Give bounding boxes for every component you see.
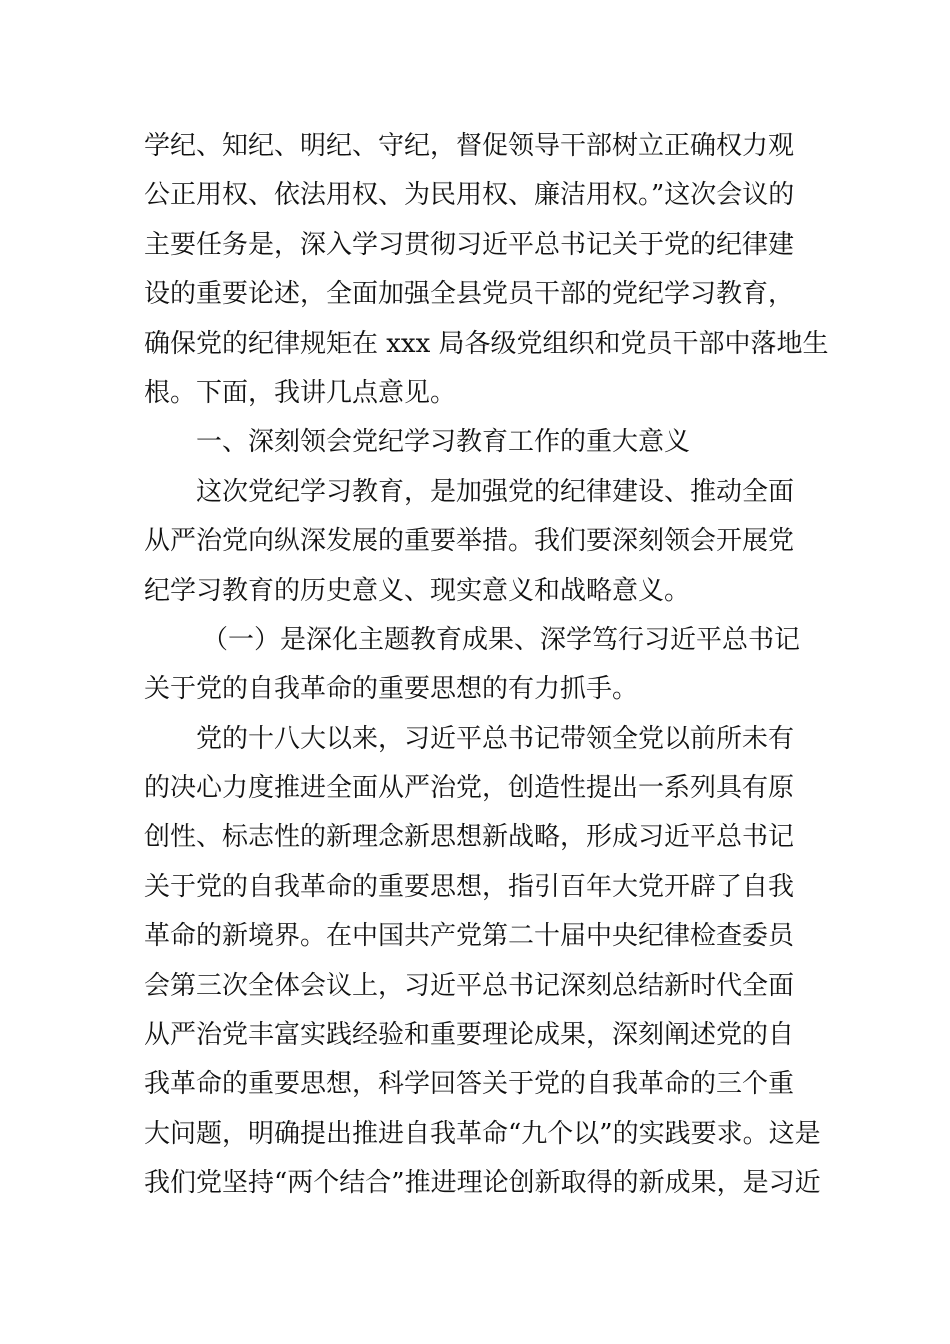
body-line: 根。下面，我讲几点意见。 xyxy=(144,377,457,408)
body-line: 革命的新境界。在中国共产党第二十届中央纪律检查委员 xyxy=(144,921,795,952)
body-line: 党的十八大以来，习近平总书记带领全党以前所未有 xyxy=(196,723,795,754)
subsection-heading: （一）是深化主题教育成果、深学笃行习近平总书记 xyxy=(202,624,801,655)
body-line: 的决心力度推进全面从严治党，创造性提出一系列具有原 xyxy=(144,773,795,804)
body-line: 我革命的重要思想，科学回答关于党的自我革命的三个重 xyxy=(144,1069,795,1100)
body-line: 这次党纪学习教育，是加强党的纪律建设、推动全面 xyxy=(196,476,795,507)
body-line: 创性、标志性的新理念新思想新战略，形成习近平总书记 xyxy=(144,822,795,853)
body-line: 从严治党丰富实践经验和重要理论成果，深刻阐述党的自 xyxy=(144,1020,795,1051)
subsection-heading-continued: 关于党的自我革命的重要思想的有力抓手。 xyxy=(144,674,639,705)
body-line: 确保党的纪律规矩在 xxx 局各级党组织和党员干部中落地生 xyxy=(144,328,829,359)
body-line: 学纪、知纪、明纪、守纪，督促领导干部树立正确权力观 xyxy=(144,131,795,161)
body-line: 从严治党向纵深发展的重要举措。我们要深刻领会开展党 xyxy=(144,526,795,557)
body-line: 我们党坚持“两个结合”推进理论创新取得的新成果，是习近 xyxy=(144,1168,821,1199)
body-line: 关于党的自我革命的重要思想，指引百年大党开辟了自我 xyxy=(144,871,795,902)
body-line: 主要任务是，深入学习贯彻习近平总书记关于党的纪律建 xyxy=(144,229,795,260)
document-body xyxy=(144,122,829,1209)
body-line: 公正用权、依法用权、为民用权、廉洁用权。”这次会议的 xyxy=(144,180,795,211)
section-heading: 一、深刻领会党纪学习教育工作的重大意义 xyxy=(196,427,691,458)
body-line: 纪学习教育的历史意义、现实意义和战略意义。 xyxy=(144,575,691,606)
body-line: 大问题，明确提出推进自我革命“九个以”的实践要求。这是 xyxy=(144,1118,821,1149)
body-line: 设的重要论述，全面加强全县党员干部的党纪学习教育， xyxy=(144,279,795,310)
body-line: 会第三次全体会议上，习近平总书记深刻总结新时代全面 xyxy=(144,970,795,1001)
